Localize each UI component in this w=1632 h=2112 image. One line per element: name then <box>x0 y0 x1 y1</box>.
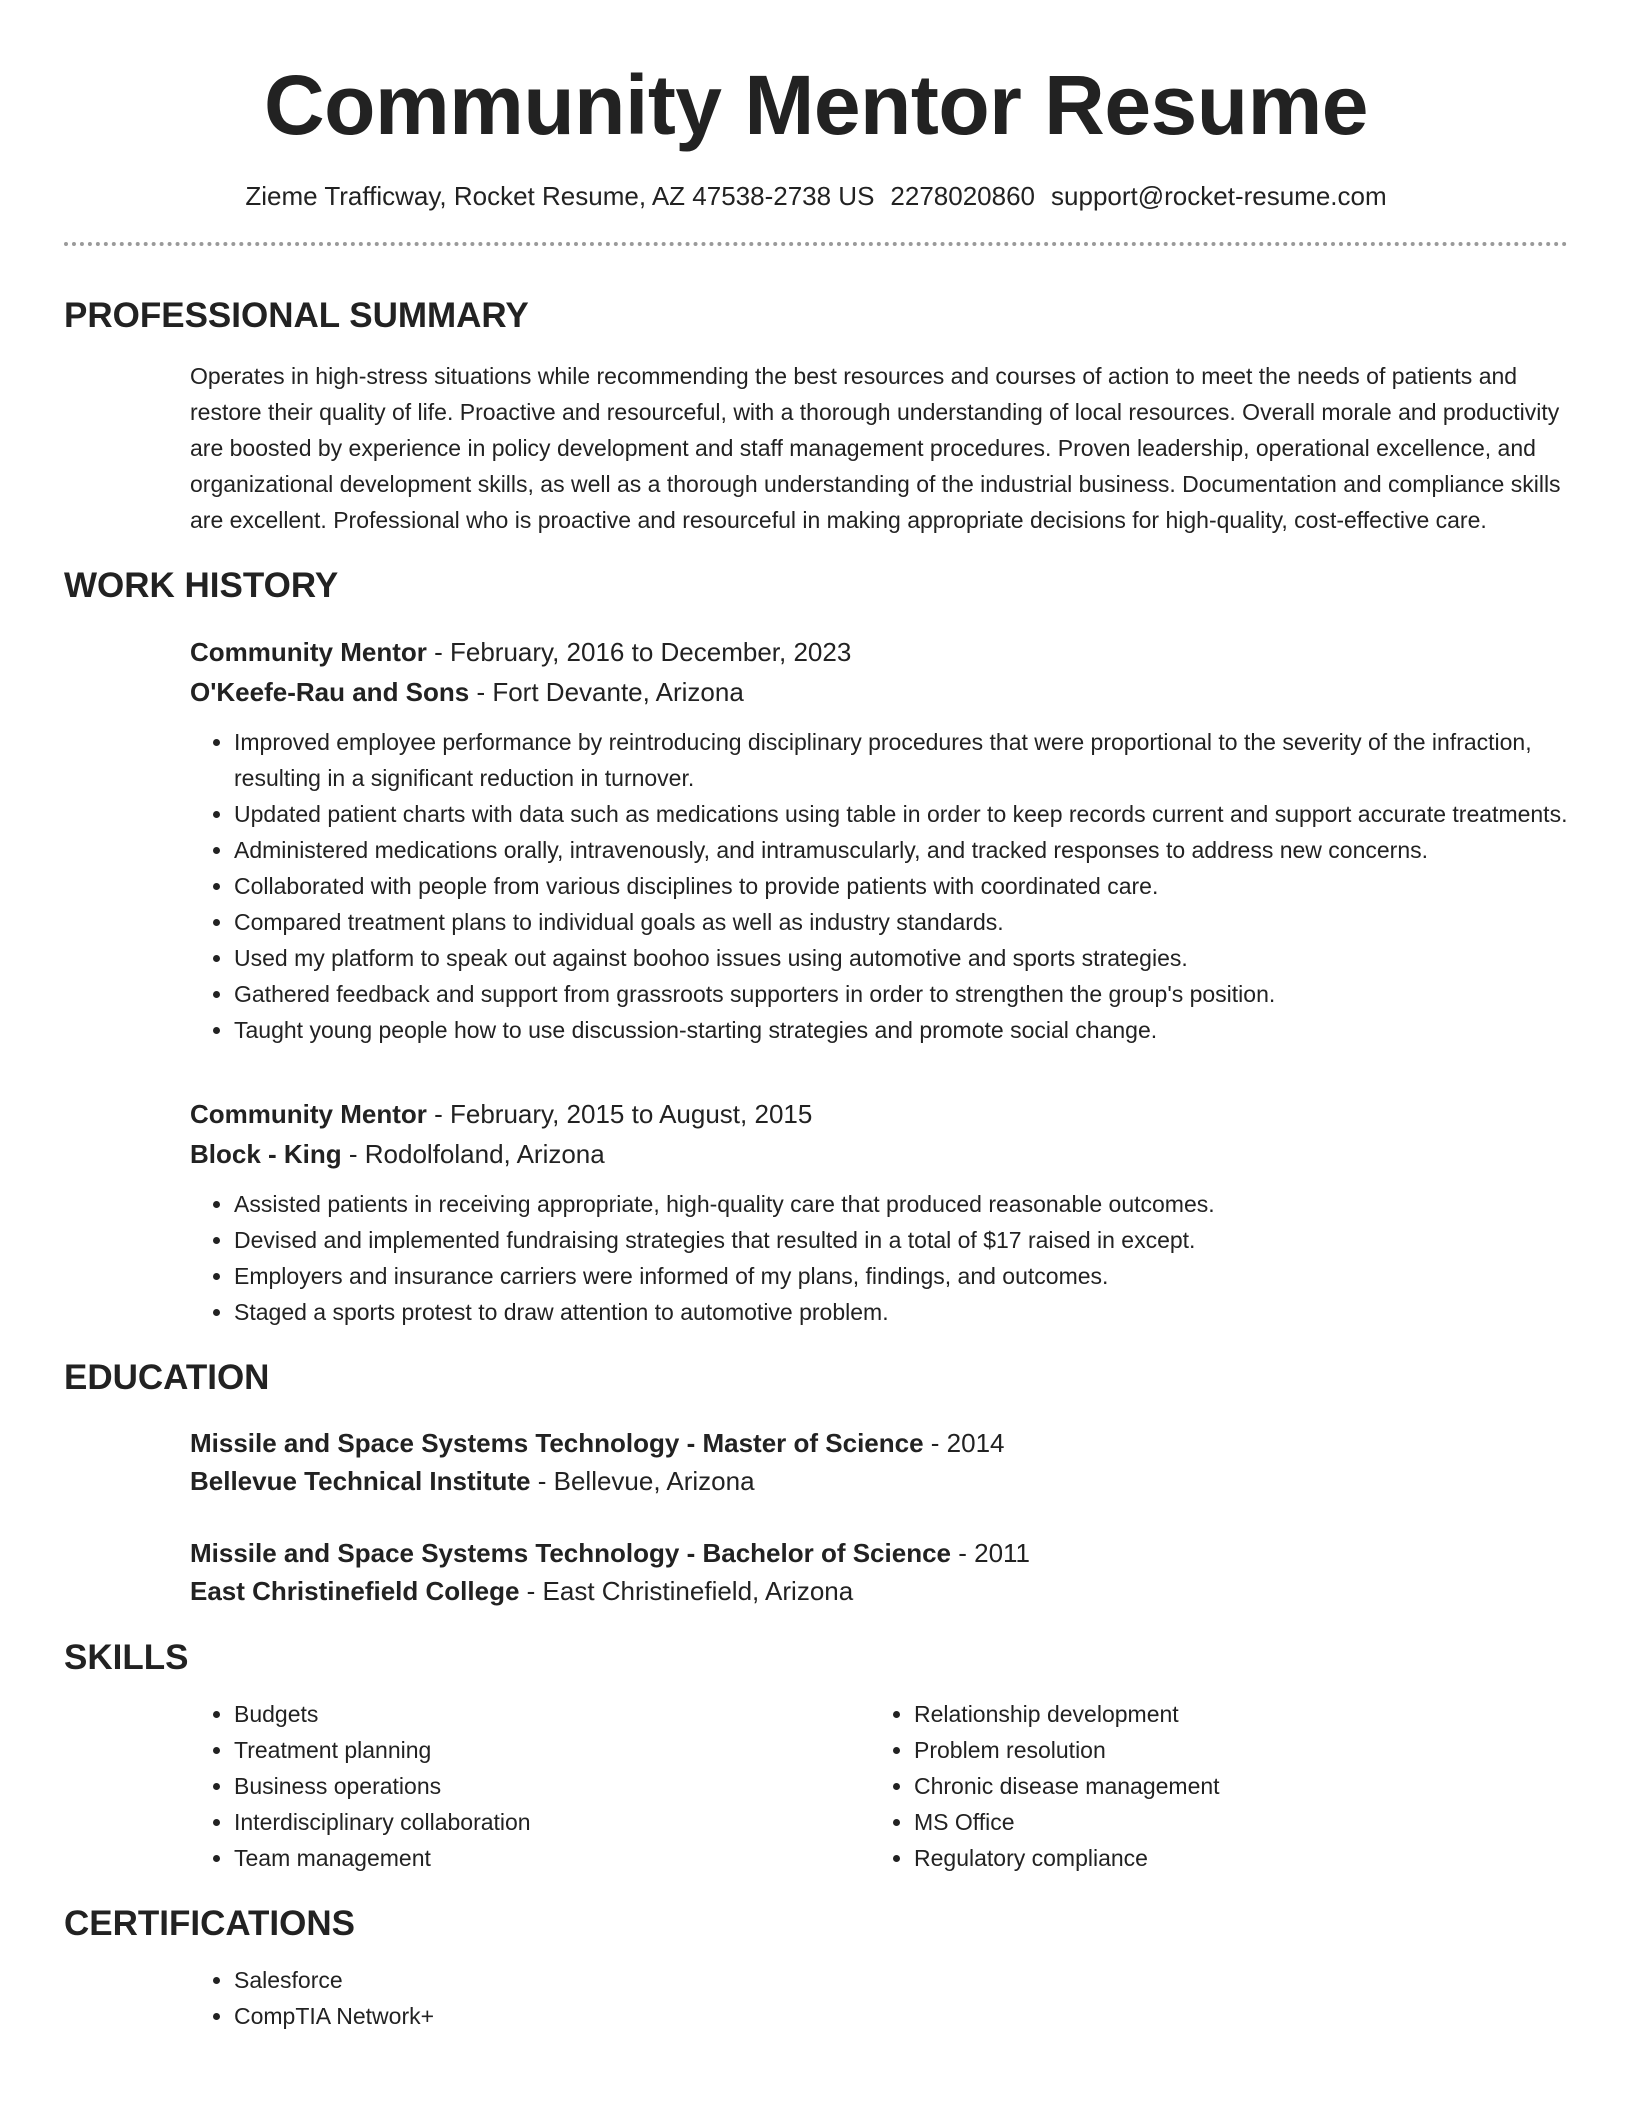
job-bullets <box>190 1186 1568 1330</box>
education-degree: Missile and Space Systems Technology - Master of Science <box>190 1428 924 1458</box>
education-school-line <box>190 1462 1568 1500</box>
education-entry <box>190 1534 1568 1610</box>
education-school-line <box>190 1572 1568 1610</box>
job-company-line <box>190 1134 1568 1174</box>
contact-phone: 2278020860 <box>890 181 1036 211</box>
work-history-section <box>190 632 1568 1330</box>
education-section <box>190 1424 1568 1610</box>
contact-line <box>64 178 1568 214</box>
resume-header <box>64 0 1568 246</box>
job-bullets <box>190 724 1568 1048</box>
section-title-education: EDUCATION <box>64 1358 270 1397</box>
resume-title: Community Mentor Resume <box>264 58 1368 152</box>
education-year: - 2014 <box>923 1428 1005 1458</box>
contact-address: Zieme Trafficway, Rocket Resume, AZ 47538-2738 US <box>245 181 875 211</box>
job-role: Community Mentor <box>190 1099 427 1129</box>
job-bullet: • Taught young people how to use discussion-starting strategies and promote social change. <box>234 1012 1568 1048</box>
skill-item: • Team management <box>234 1840 870 1876</box>
certifications-section <box>190 1962 1568 2034</box>
certifications-list <box>190 1962 1568 2034</box>
job-company: O'Keefe-Rau and Sons <box>190 677 470 707</box>
section-title-certifications: CERTIFICATIONS <box>64 1904 356 1943</box>
skills-columns <box>190 1696 1568 1876</box>
certification-item: • Salesforce <box>234 1962 1568 1998</box>
job-location: - Rodolfoland, Arizona <box>341 1139 605 1169</box>
certification-item: • CompTIA Network+ <box>234 1998 1568 2034</box>
job-bullet: • Updated patient charts with data such as medications using table in order to keep records current and support accurate treatments. <box>234 796 1568 832</box>
skill-item: • Regulatory compliance <box>914 1840 1550 1876</box>
section-title-skills: SKILLS <box>64 1638 189 1677</box>
skill-item: • Relationship development <box>914 1696 1550 1732</box>
job-bullet: • Compared treatment plans to individual goals as well as industry standards. <box>234 904 1568 940</box>
job-bullet: • Staged a sports protest to draw attention to automotive problem. <box>234 1294 1568 1330</box>
job-entry <box>190 632 1568 1048</box>
job-bullet: • Used my platform to speak out against boohoo issues using automotive and sports strategies. <box>234 940 1568 976</box>
education-school: Bellevue Technical Institute <box>190 1466 531 1496</box>
job-bullet: • Improved employee performance by reintroducing disciplinary procedures that were proportional to the severity of the infraction, resulting in a significant reduction in turnover. <box>234 724 1568 796</box>
education-location: - East Christinefield, Arizona <box>519 1576 854 1606</box>
skill-item: • Treatment planning <box>234 1732 870 1768</box>
section-title-summary: PROFESSIONAL SUMMARY <box>64 296 529 335</box>
job-dates: - February, 2015 to August, 2015 <box>426 1099 813 1129</box>
education-degree: Missile and Space Systems Technology - Bachelor of Science <box>190 1538 951 1568</box>
job-company: Block - King <box>190 1139 342 1169</box>
job-bullet: • Assisted patients in receiving appropriate, high-quality care that produced reasonable outcomes. <box>234 1186 1568 1222</box>
education-degree-line <box>190 1424 1568 1462</box>
education-entry <box>190 1424 1568 1500</box>
job-bullet: • Devised and implemented fundraising strategies that resulted in a total of $17 raised in except. <box>234 1222 1568 1258</box>
skills-list-right <box>870 1696 1550 1876</box>
skills-list-left <box>190 1696 870 1876</box>
job-title-line <box>190 1094 1568 1134</box>
skill-item: • Business operations <box>234 1768 870 1804</box>
education-school: East Christinefield College <box>190 1576 520 1606</box>
skills-section <box>190 1696 1568 1876</box>
education-location: - Bellevue, Arizona <box>530 1466 755 1496</box>
job-entry <box>190 1094 1568 1330</box>
job-location: - Fort Devante, Arizona <box>469 677 744 707</box>
skill-item: • Budgets <box>234 1696 870 1732</box>
skill-item: • MS Office <box>914 1804 1550 1840</box>
job-bullet: • Employers and insurance carriers were informed of my plans, findings, and outcomes. <box>234 1258 1568 1294</box>
skill-item: • Problem resolution <box>914 1732 1550 1768</box>
job-bullet: • Administered medications orally, intravenously, and intramuscularly, and tracked responses to address new concerns. <box>234 832 1568 868</box>
job-title-line <box>190 632 1568 672</box>
skill-item: • Chronic disease management <box>914 1768 1550 1804</box>
job-bullet: • Gathered feedback and support from grassroots supporters in order to strengthen the group's position. <box>234 976 1568 1012</box>
summary-section <box>190 358 1568 538</box>
job-company-line <box>190 672 1568 712</box>
section-title-work-history: WORK HISTORY <box>64 566 339 605</box>
header-divider <box>64 242 1568 246</box>
education-year: - 2011 <box>951 1538 1031 1568</box>
job-dates: - February, 2016 to December, 2023 <box>426 637 852 667</box>
contact-email: support@rocket-resume.com <box>1051 181 1387 211</box>
education-degree-line <box>190 1534 1568 1572</box>
skill-item: • Interdisciplinary collaboration <box>234 1804 870 1840</box>
job-bullet: • Collaborated with people from various disciplines to provide patients with coordinated care. <box>234 868 1568 904</box>
summary-text: Operates in high-stress situations while recommending the best resources and courses of action to meet the needs of patients and restore their quality of life. Proactive and resourceful, with a thorough understanding of local resources. Overall morale and productivity are boosted by experience in policy development and staff management procedures. Proven leadership, operational excellence, and organizational development skills, as well as a thorough understanding of the industrial business. Documentation and compliance skills are excellent. Professional who is proactive and resourceful in making appropriate decisions for high-quality, cost-effective care. <box>190 363 1561 533</box>
job-role: Community Mentor <box>190 637 427 667</box>
